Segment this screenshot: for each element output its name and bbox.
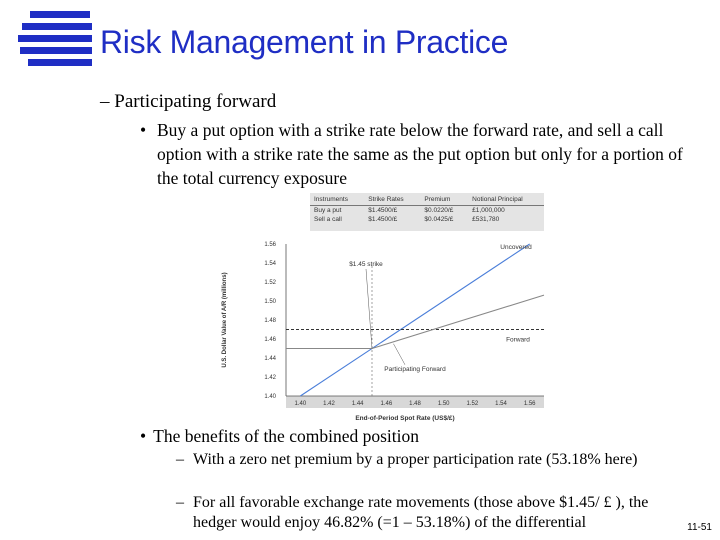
slide-number: 11-51 — [687, 522, 712, 533]
sub-bullet-zero-premium — [176, 450, 676, 470]
table-header: Premium — [420, 193, 468, 206]
y-tick-label: 1.44 — [264, 356, 276, 362]
table-header: Notional Principal — [468, 193, 544, 206]
table-header: Strike Rates — [364, 193, 420, 206]
payoff-chart — [214, 236, 550, 426]
y-tick-label: 1.48 — [264, 318, 276, 324]
table-cell: $1.4500/£ — [368, 216, 398, 223]
bullet-marker: • — [140, 426, 147, 446]
instruments-table — [310, 193, 544, 231]
x-tick-label: 1.54 — [495, 401, 507, 407]
logo-stripes-icon — [14, 6, 96, 70]
heading-participating-forward — [100, 91, 276, 113]
annotation-participating-forward: Participating Forward — [384, 365, 446, 373]
annotation-participating-pointer — [394, 344, 406, 365]
sub-bullet-text: With a zero net premium by a proper participation rate (53.18% here) — [193, 451, 638, 468]
table-cell: $0.0425/£ — [424, 216, 454, 223]
heading-text: Participating forward — [114, 91, 277, 112]
x-tick-label: 1.56 — [523, 401, 536, 407]
table-cell: Buy a put — [314, 207, 342, 214]
series-line-uncovered — [300, 244, 529, 396]
y-tick-label: 1.50 — [264, 299, 276, 305]
annotation-strike-pointer — [366, 269, 372, 349]
bullet-text: Buy a put option with a strike rate below the forward rate, and sell a call option with a strike rate the same as the put option but only for a portion of the total currency exposure — [157, 120, 683, 188]
annotation-strike: $1.45 strike — [349, 261, 383, 268]
dash-marker: – — [100, 91, 110, 112]
sub-bullet-favorable-movements — [176, 493, 676, 533]
x-tick-label: 1.46 — [380, 401, 393, 407]
y-axis-title: U.S. Dollar Value of A/R (millions) — [222, 272, 228, 368]
table-header-row — [310, 193, 544, 206]
table-cell: $0.0220/£ — [424, 207, 454, 214]
table-header: Instruments — [310, 193, 364, 206]
y-tick-label: 1.56 — [264, 242, 276, 248]
x-tick-label: 1.52 — [466, 401, 479, 407]
table-row — [310, 215, 544, 224]
table-cell: Sell a call — [314, 216, 342, 223]
annotation-uncovered: Uncovered — [500, 244, 532, 251]
bullet-buy-put — [140, 118, 700, 190]
table-cell: £531,780 — [472, 216, 500, 223]
y-tick-label: 1.54 — [264, 261, 276, 267]
annotation-forward: Forward — [506, 336, 530, 344]
dash-marker: – — [176, 451, 184, 468]
sub-bullet-text: For all favorable exchange rate movements (those above $1.45/ £ ), the hedger would enjoy 46.82% (=1 – 53.18%) of the differential — [193, 494, 649, 531]
x-tick-label: 1.44 — [351, 401, 364, 407]
table-cell: $1.4500/£ — [368, 207, 398, 214]
dash-marker: – — [176, 494, 184, 511]
y-tick-label: 1.46 — [264, 337, 276, 343]
table-cell: £1,000,000 — [472, 207, 505, 214]
table-row — [310, 206, 544, 216]
y-tick-label: 1.40 — [264, 394, 276, 400]
x-axis-title: End-of-Period Spot Rate (US$/£) — [355, 415, 455, 422]
x-tick-label: 1.50 — [437, 401, 450, 407]
bullet-text: The benefits of the combined position — [153, 426, 419, 446]
bullet-benefits — [140, 426, 419, 447]
slide-title: Risk Management in Practice — [100, 24, 509, 60]
y-tick-label: 1.42 — [264, 375, 276, 381]
x-tick-label: 1.48 — [409, 401, 421, 407]
y-tick-label: 1.52 — [264, 280, 276, 286]
x-tick-label: 1.40 — [294, 401, 307, 407]
x-tick-label: 1.42 — [323, 401, 335, 407]
bullet-marker: • — [140, 120, 147, 140]
